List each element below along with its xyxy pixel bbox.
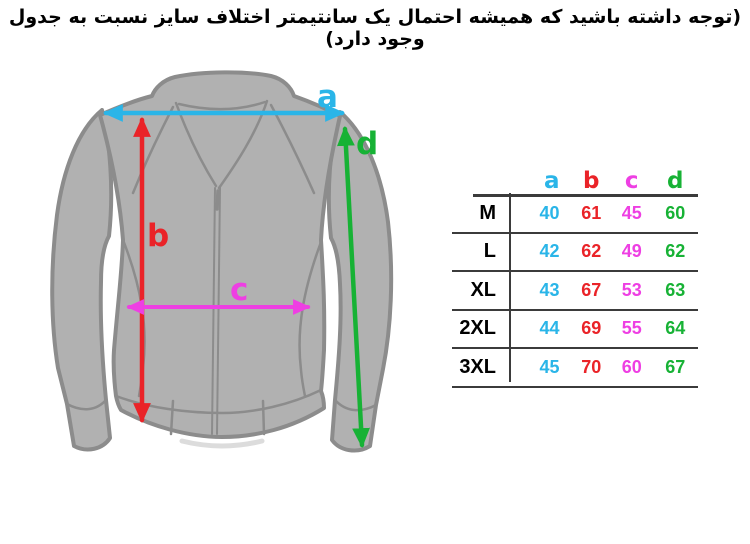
measure-label-a: a [317, 79, 338, 115]
table-row-xl [452, 272, 698, 311]
measure-label-d: d [356, 126, 379, 162]
value-c: 53 [621, 279, 642, 300]
value-c: 60 [621, 356, 642, 377]
value-c: 45 [621, 202, 642, 223]
col-header-b: b [583, 168, 600, 194]
value-a: 43 [539, 279, 560, 300]
value-d: 64 [665, 318, 686, 339]
col-header-a: a [543, 168, 560, 194]
value-b: 69 [581, 318, 602, 339]
table-row-m [452, 195, 698, 234]
jacket-illustration [30, 60, 450, 460]
size-table [452, 168, 698, 382]
value-a: 44 [539, 318, 560, 339]
col-header-d: d [667, 168, 684, 194]
value-d: 63 [665, 279, 686, 300]
size-label: 2XL [459, 317, 496, 340]
value-b: 61 [581, 202, 602, 223]
size-label: L [483, 240, 496, 263]
table-vertical-rule [509, 193, 512, 382]
table-row-3xl [452, 349, 698, 388]
table-header-rule [473, 194, 698, 197]
value-c: 49 [621, 241, 642, 262]
value-a: 42 [539, 241, 560, 262]
jacket-left-sleeve [52, 110, 111, 449]
hem-shadow [182, 441, 262, 446]
size-label: XL [470, 278, 496, 301]
measure-label-b: b [147, 218, 170, 254]
col-header-c: c [624, 168, 639, 194]
size-label: M [479, 201, 496, 224]
value-d: 67 [665, 356, 686, 377]
value-a: 40 [539, 202, 560, 223]
table-header-row [452, 168, 698, 195]
jacket-diagram [30, 60, 450, 460]
value-b: 70 [581, 356, 602, 377]
value-c: 55 [621, 318, 642, 339]
table-row-l [452, 234, 698, 273]
value-b: 67 [581, 279, 602, 300]
measure-label-c: c [230, 272, 249, 308]
value-d: 60 [665, 202, 686, 223]
note-text: (توجه داشته باشید که همیشه احتمال یک سانتیمتر اختلاف سایز نسبت به جدول وجود دارد) [8, 6, 742, 50]
table-row-2xl [452, 311, 698, 350]
value-d: 62 [665, 241, 686, 262]
value-a: 45 [539, 356, 560, 377]
value-b: 62 [581, 241, 602, 262]
size-label: 3XL [459, 355, 496, 378]
